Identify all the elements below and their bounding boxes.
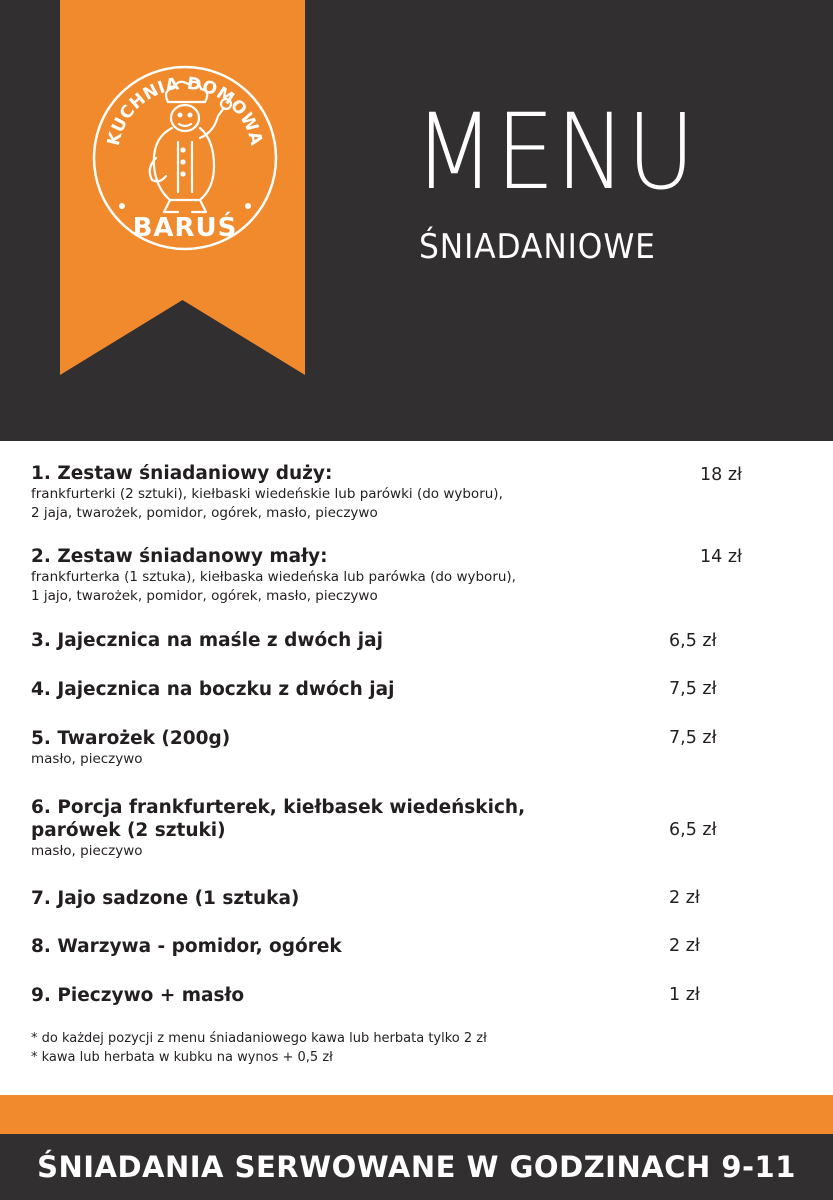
footnote: * do każdej pozycji z menu śniadaniowego kawa lub herbata tylko 2 zł [31, 1031, 487, 1046]
item-price: 7,5 zł [669, 679, 717, 699]
item-name: 1. Zestaw śniadaniowy duży: [31, 463, 333, 484]
item-name: 7. Jajo sadzone (1 sztuka) [31, 888, 300, 909]
item-description: 1 jajo, twarożek, pomidor, ogórek, masło, pieczywo [31, 588, 378, 604]
footnotes [31, 1029, 487, 1067]
menu-item [31, 796, 771, 861]
brand-logo [88, 58, 282, 258]
item-price: 2 zł [669, 888, 700, 908]
item-name: 5. Twarożek (200g) [31, 728, 231, 749]
logo-bottom-text: BARUŚ [132, 213, 238, 243]
item-name: 6. Porcja frankfurterek, kiełbasek wiedeńskich, [31, 797, 526, 818]
item-description: masło, pieczywo [31, 751, 143, 767]
item-description: masło, pieczywo [31, 843, 143, 859]
item-price: 6,5 zł [669, 820, 717, 840]
menu-item [31, 678, 771, 701]
footnote: * kawa lub herbata w kubku na wynos + 0,5 zł [31, 1050, 333, 1065]
item-description: 2 jaja, twarożek, pomidor, ogórek, masło, pieczywo [31, 505, 378, 521]
item-price: 14 zł [700, 547, 742, 567]
page-title: MENU [414, 91, 697, 213]
item-name: 3. Jajecznica na maśle z dwóch jaj [31, 630, 383, 651]
item-name: 2. Zestaw śniadanowy mały: [31, 546, 328, 567]
item-name: 9. Pieczywo + masło [31, 985, 245, 1006]
item-price: 1 zł [669, 985, 700, 1005]
menu-item [31, 935, 771, 958]
item-price: 7,5 zł [669, 728, 717, 748]
item-name: 8. Warzywa - pomidor, ogórek [31, 936, 342, 957]
menu-item [31, 545, 771, 606]
item-description: frankfurterka (1 sztuka), kiełbaska wiedeńska lub parówka (do wyboru), [31, 569, 516, 585]
menu-item [31, 984, 771, 1007]
menu-item [31, 462, 771, 523]
footer-accent-band [0, 1095, 833, 1134]
menu-item [31, 629, 771, 652]
item-price: 2 zł [669, 936, 700, 956]
item-description: frankfurterki (2 sztuki), kiełbaski wiedeńskie lub parówki (do wyboru), [31, 486, 503, 502]
menu-item [31, 887, 771, 910]
logo-top-text: KUCHNIA DOMOWA [103, 73, 267, 148]
item-price: 6,5 zł [669, 631, 717, 651]
item-price: 18 zł [700, 465, 742, 485]
page-subtitle: ŚNIADANIOWE [419, 227, 656, 267]
menu-item [31, 727, 771, 769]
item-name-continued: parówek (2 sztuki) [31, 820, 226, 841]
svg-text:KUCHNIA DOMOWA [104, 74, 267, 148]
serving-hours: ŚNIADANIA SERWOWANE W GODZINACH 9-11 [37, 1150, 796, 1184]
item-name: 4. Jajecznica na boczku z dwóch jaj [31, 679, 395, 700]
